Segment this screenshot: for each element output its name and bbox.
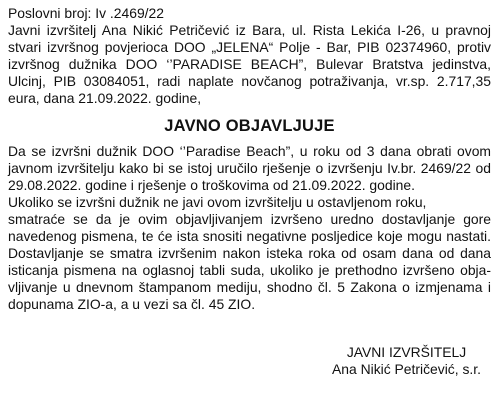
case-number: Poslovni broj: Iv .2469/22	[8, 5, 164, 21]
body-line: Da se izvršni dužnik DOO ‘’Paradise Beach”, u roku od 3 dana obrati ovom	[8, 143, 491, 159]
signature-name: Ana Nikić Petričević, s.r.	[332, 361, 481, 377]
body-line: javnom izvršitelju kako bi se istoj uručilo rješenje o izvršenju Iv.br. 2469/22 od	[8, 160, 491, 176]
intro-line: stvari izvršnog povjerioca DOO „JELENA“ Polje - Bar, PIB 02374960, protiv	[8, 39, 491, 55]
notice-intro	[8, 5, 491, 107]
body-line: isticanja pismena na oglasnoj tabli suda, ukoliko je prethodno izvršeno obja-	[8, 262, 491, 278]
signature-title: JAVNI IZVRŠITELJ	[346, 344, 467, 360]
body-line: Dostavljanje se smatra izvršenim nakon isteka roka od osam dana od dana	[8, 245, 491, 261]
body-line: smatraće se da je ovim objavljivanjem izvršeno uredno dostavljanje gore	[8, 211, 491, 227]
intro-line: izvršnog dužnika DOO ‘’PARADISE BEACH”, Bulevar Bratstva jedinstva,	[8, 56, 491, 72]
intro-line: Ulcinj, PIB 03084051, radi naplate novčanog potraživanja, vr.sp. 2.717,35	[8, 73, 491, 89]
body-line: Ukoliko se izvršni dužnik ne javi ovom izvršitelju u ostavljenom roku,	[8, 194, 427, 210]
body-line: dopunama ZIO-a, a u vezi sa čl. 45 ZIO.	[8, 296, 256, 312]
notice-heading: JAVNO OBJAVLJUJE	[164, 117, 335, 135]
intro-line: eura, dana 21.09.2022. godine,	[8, 90, 202, 106]
notice-body	[8, 143, 491, 313]
signature-block	[332, 344, 481, 378]
body-line: 29.08.2022. godine i rješenje o troškovima od 21.09.2022. godine.	[8, 177, 415, 193]
body-line: vljivanje u dnevnom štampanom mediju, shodno čl. 5 Zakona o izmjenama i	[8, 279, 491, 295]
intro-line: Javni izvršitelj Ana Nikić Petričević iz Bara, ul. Rista Lekića I-26, u pravnoj	[8, 22, 491, 38]
body-line: navedenog pismena, te će ista snositi negativne posljedice koje mogu nastati.	[8, 228, 491, 244]
